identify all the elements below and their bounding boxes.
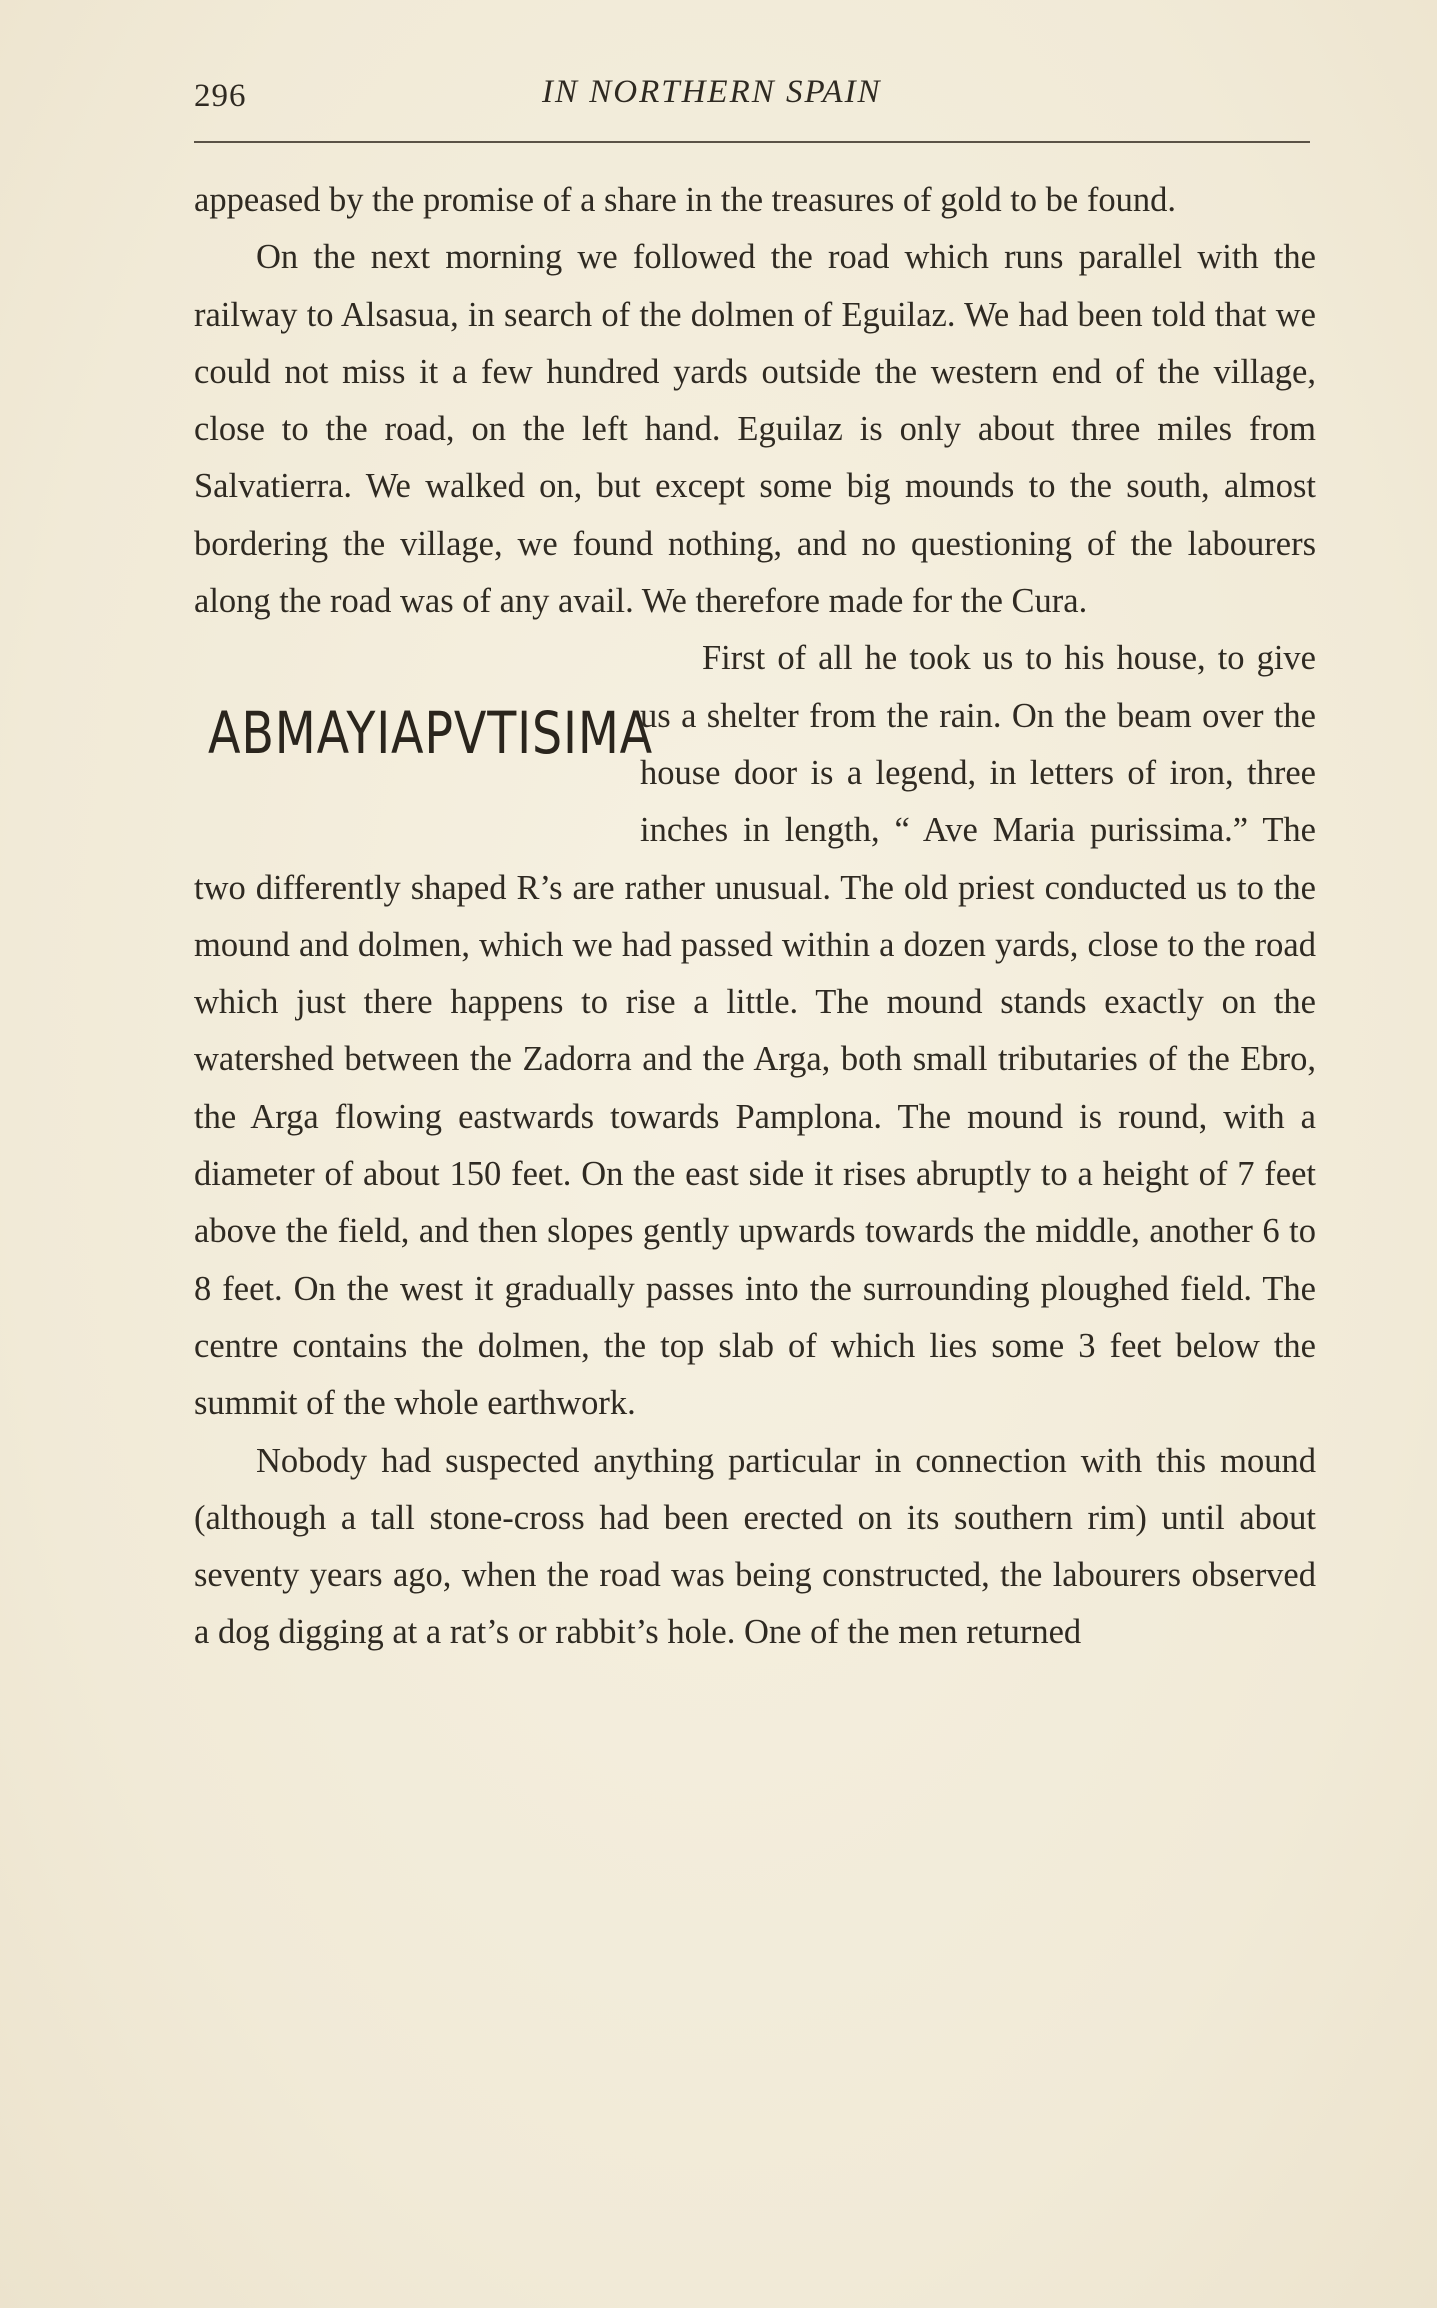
page-header: [194, 70, 1314, 120]
paragraph-3-container: [194, 630, 1316, 1432]
page-number: 296: [194, 78, 247, 114]
inscription-figure: [194, 687, 654, 859]
paragraph-4: Nobody had suspected anything particular in connection with this mound (although a tall stone-cross had been erected on its southern rim) until about seventy years ago, when the road was being constructed, the labourers observed a dog digging at a rat’s or rabbit’s hole. One of the men returned: [194, 1441, 1316, 1652]
running-title: IN NORTHERN SPAIN: [542, 74, 882, 110]
body-text: [194, 172, 1316, 1662]
paragraph-1: appeased by the promise of a share in the treasures of gold to be found.: [194, 181, 1176, 219]
inscription-text: ABMAYIAPVTISIMA: [208, 699, 654, 768]
header-rule: [194, 141, 1310, 143]
paragraph-2: On the next morning we followed the road which runs parallel with the railway to Alsasua, in search of the dolmen of Eguilaz. We had been told that we could not miss it a few hundred yards outside the western end of the village, close to the road, on the left hand. Eguilaz is only about three miles from Salvatierra. We walked on, but except some big mounds to the south, almost bordering the village, we found nothing, and no questioning of the labourers along the road was of any avail. We therefore made for the Cura.: [194, 238, 1316, 621]
paragraph-3: First of all he took us to his house, to give us a shelter from the rain. On the beam over the house door is a legend, in letters of iron, three inches in length, “ Ave Maria purissima.” The two differently shaped R’s are rather unusual. The old priest conducted us to the mound and dolmen, which we had passed within a dozen yards, close to the road which just there happens to rise a little. The mound stands exactly on the watershed between the Zadorra and the Arga, both small tributaries of the Ebro, the Arga flowing eastwards towards Pamplona. The mound is round, with a diameter of about 150 feet. On the east side it rises abruptly to a height of 7 feet above the field, and then slopes gently upwards towards the middle, another 6 to 8 feet. On the west it gradually passes into the surrounding ploughed field. The centre contains the dolmen, the top slab of which lies some 3 feet below the summit of the whole earthwork.: [194, 639, 1316, 1423]
